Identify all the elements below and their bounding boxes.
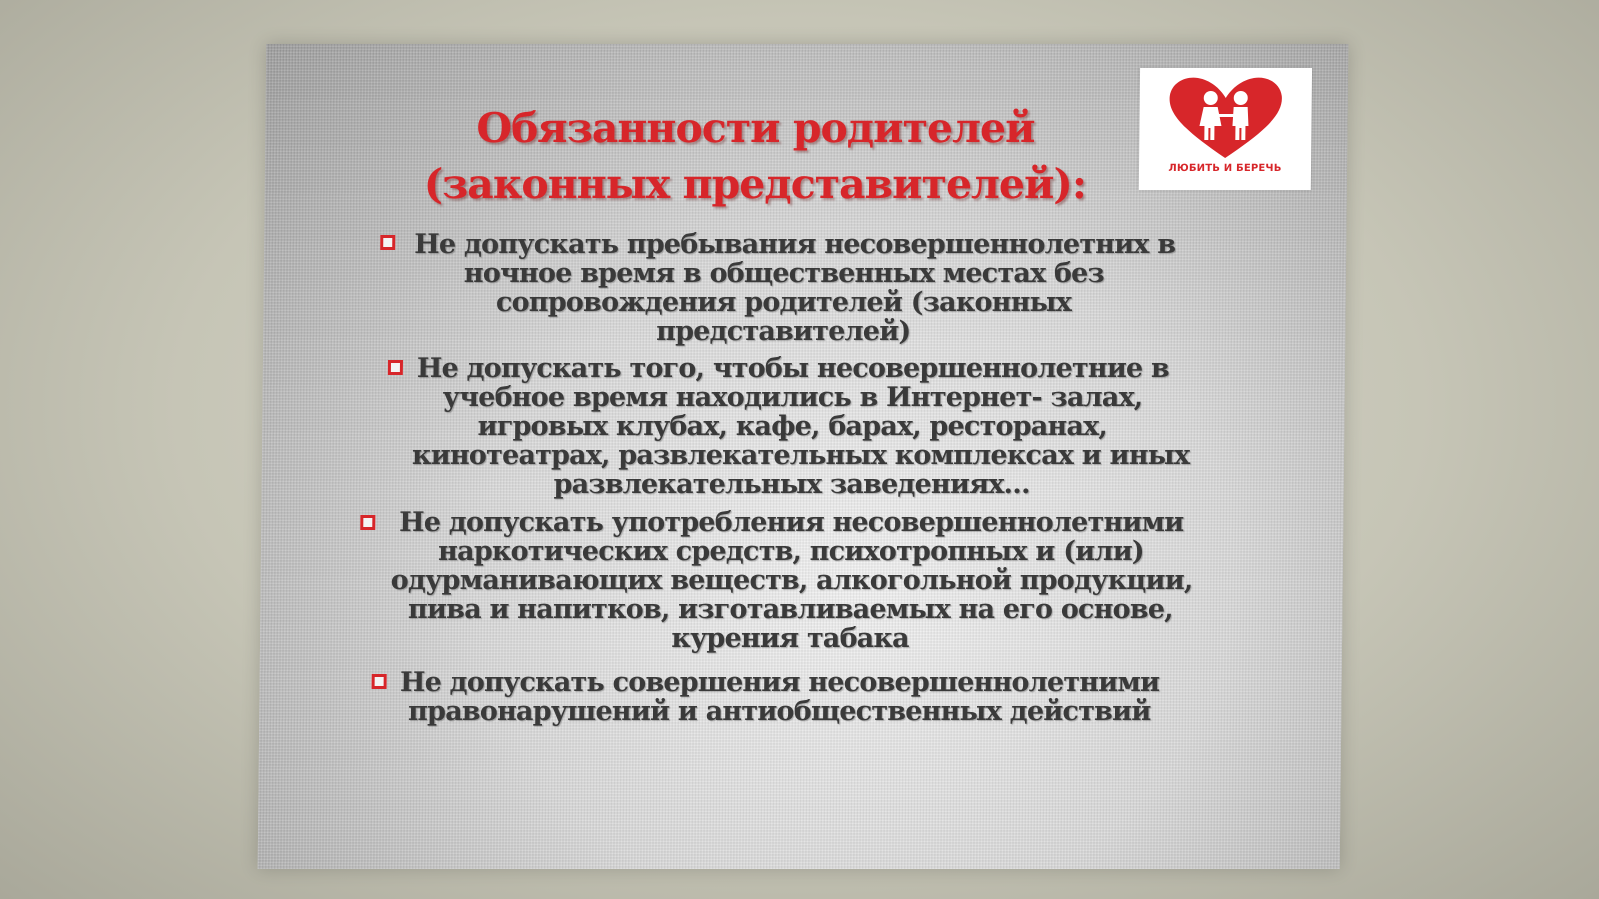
- list-item-text: [413, 229, 1176, 347]
- checkbox-bullet-icon: [372, 674, 387, 689]
- list-item-line: пива и напитков, изготавливаемых на его основе,: [407, 594, 1173, 625]
- list-item-line: Не допускать употребления несовершеннолетними: [398, 507, 1184, 538]
- checkbox-bullet-icon: [388, 360, 403, 375]
- title-line: (законных представителей):: [423, 160, 1087, 208]
- logo-text: ЛЮБИТЬ И БЕРЕЧЬ: [1168, 163, 1282, 174]
- list-item-line: игровых клубах, кафе, барах, ресторанах,: [477, 411, 1108, 442]
- logo: [1139, 68, 1312, 190]
- list-item-line: кинотеатрах, развлекательных комплексах и иных: [411, 440, 1190, 471]
- title-line: Обязанности родителей: [476, 104, 1035, 152]
- list-item-text: [390, 508, 1192, 653]
- heart-with-children-icon: [1165, 76, 1286, 160]
- list-item-line: ночное время в общественных местах без: [463, 258, 1105, 289]
- slide-screen: [258, 44, 1349, 869]
- list-item-line: одурманивающих веществ, алкогольной продукции,: [390, 565, 1193, 596]
- list-item-line: правонарушений и антиобщественных действий: [407, 696, 1151, 727]
- list-item-line: Не допускать того, чтобы несовершеннолетние в: [416, 353, 1170, 384]
- list-item-line: развлекательных заведениях…: [553, 469, 1030, 500]
- checkbox-bullet-icon: [360, 515, 375, 530]
- list-item-line: курения табака: [671, 623, 910, 654]
- list-item-line: Не допускать пребывания несовершеннолетних в: [414, 229, 1176, 260]
- checkbox-bullet-icon: [380, 235, 395, 250]
- list-item-line: сопровождения родителей (законных: [495, 287, 1072, 318]
- list-item-text: [399, 668, 1160, 726]
- list-item-line: Не допускать совершения несовершеннолетними: [399, 667, 1160, 698]
- list-item-line: наркотических средств, психотропных и (или): [437, 536, 1145, 567]
- list-item-text: [411, 353, 1190, 500]
- list-item-line: учебное время находились в Интернет- залах,: [442, 382, 1143, 413]
- list-item-line: представителей): [656, 316, 911, 347]
- slide-title: [375, 100, 1136, 212]
